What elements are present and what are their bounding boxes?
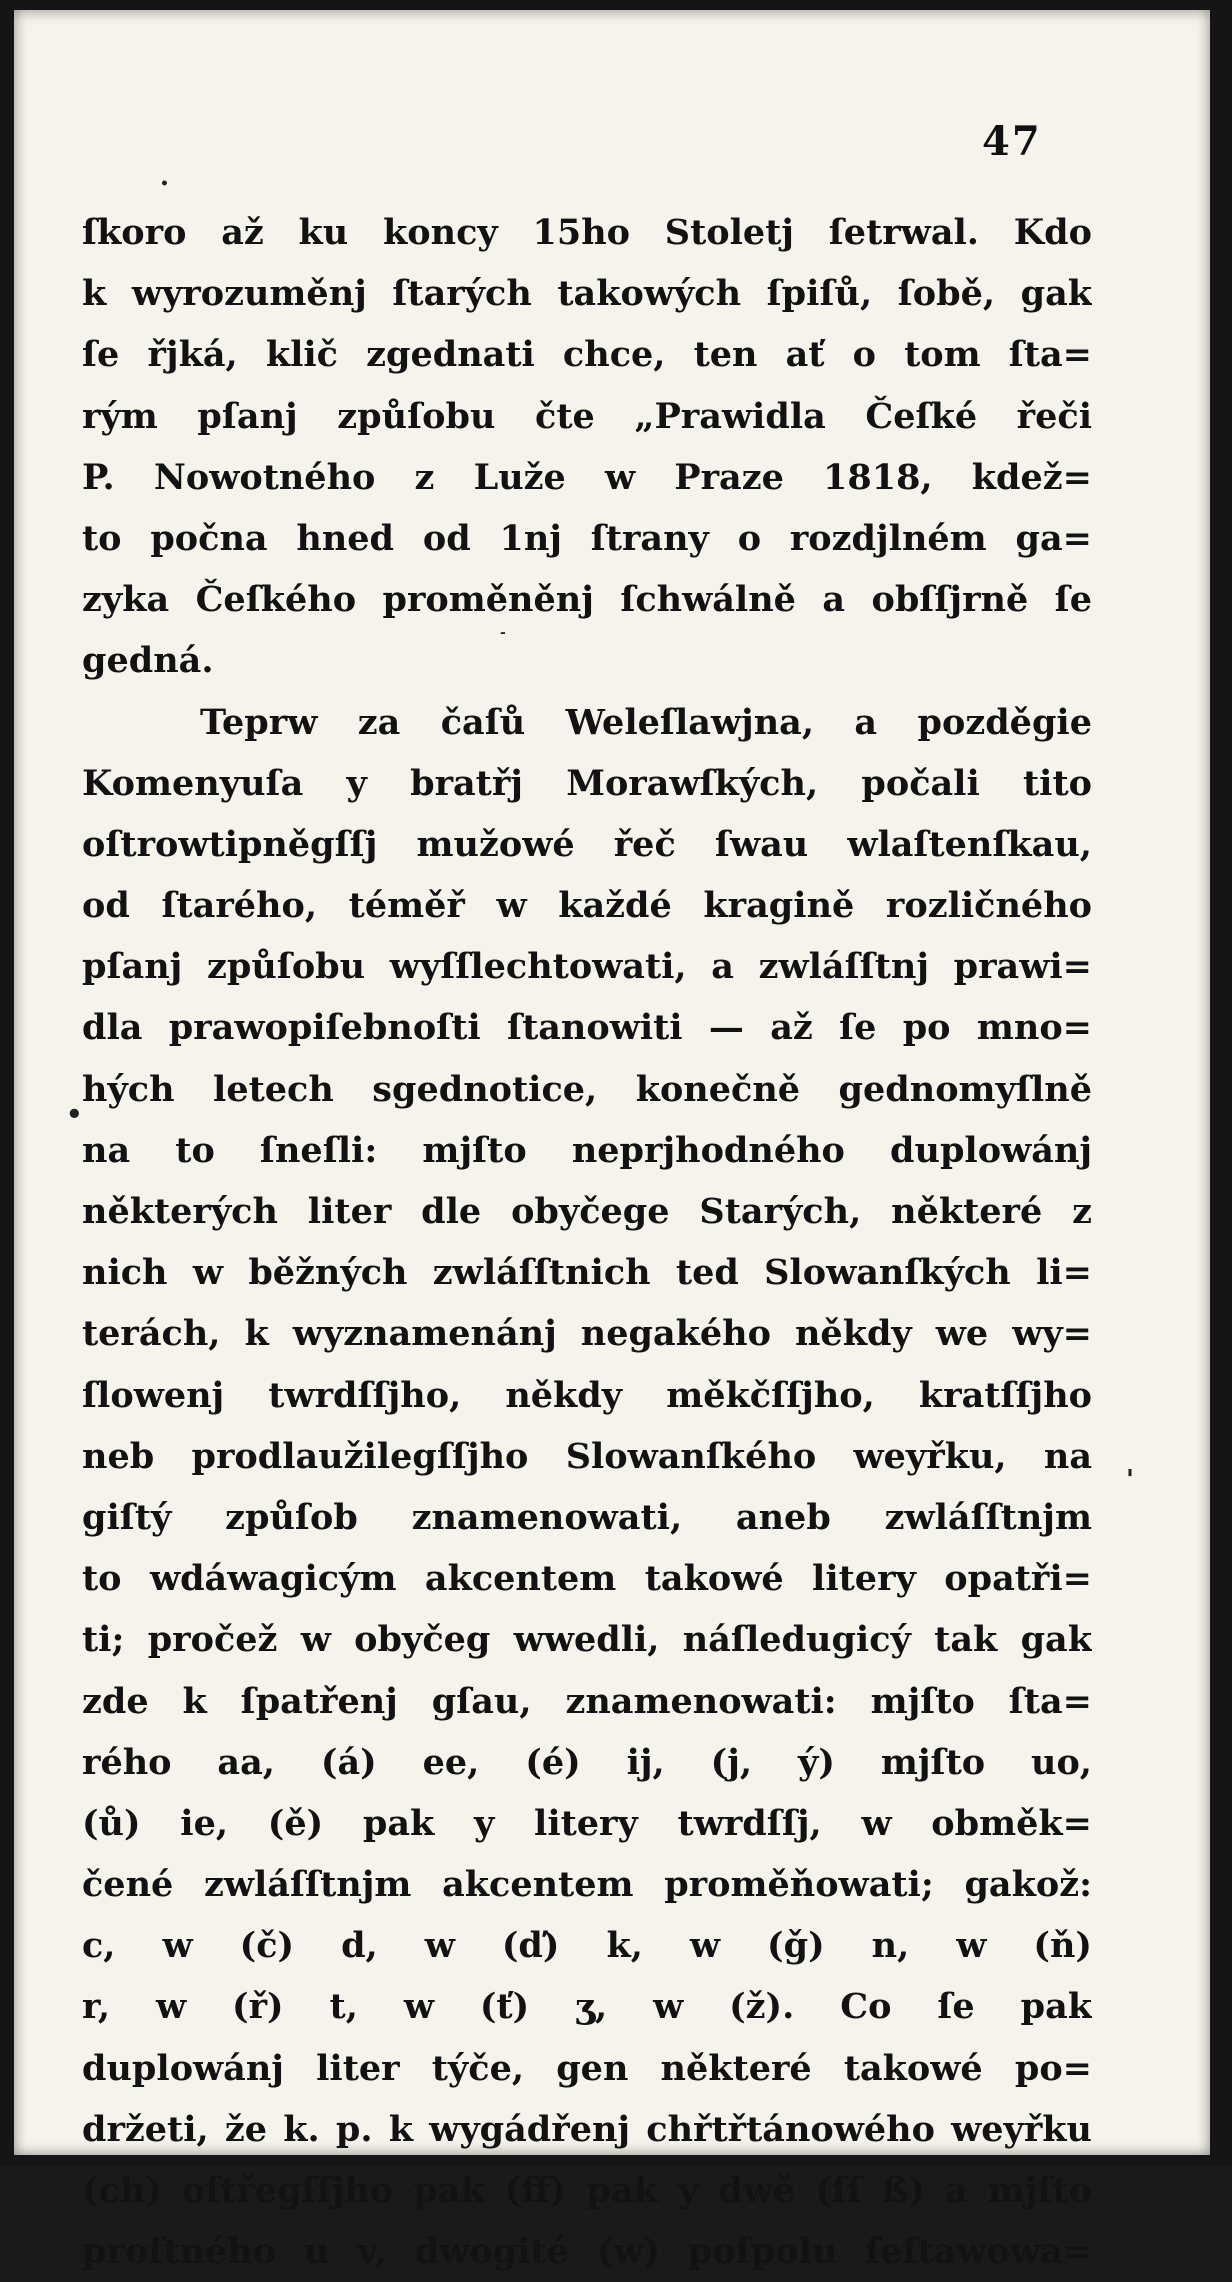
text-line: dla prawopiſebnoſti ſtanowiti — až ſe po mno= — [82, 1007, 1092, 1049]
text-line: k wyrozuměnj ſtarých takowých ſpiſů, ſobě, gak — [82, 273, 1092, 315]
text-line: zyka Čeſkého proměněnj ſchwálně a obſſjrně ſe — [82, 579, 1092, 621]
text-line: c, w (č) d, w (ď) k, w (ǧ) n, w (ň) — [82, 1925, 1092, 1967]
text-line: na to ſneſli: mjſto neprjhodného duplowánj — [82, 1129, 1092, 1171]
text-line: Teprw za čaſů Weleſlawjna, a pozděgie — [200, 701, 1092, 743]
text-line: (ů) ie, (ě) pak y litery twrdſſj, w obměk= — [82, 1802, 1092, 1844]
text-line: rého aa, (á) ee, (é) ij, (j, ý) mjſto uo, — [82, 1741, 1092, 1783]
text-line: giſtý způſob znamenowati, aneb zwláſſtnjm — [82, 1496, 1092, 1538]
text-line: terách, k wyznamenánj negakého někdy we wy= — [82, 1313, 1092, 1355]
text-line: oſtrowtipněgſſj mužowé řeč ſwau wlaſtenſkau, — [82, 823, 1092, 865]
text-line: ſkoro až ku koncy 15ho Stoletj ſetrwal. Kdo — [82, 212, 1092, 253]
text-line: ſlowenj twrdſſjho, někdy měkčſſjho, kratſſjho — [82, 1374, 1092, 1416]
ink-speck: - — [500, 625, 506, 641]
text-line: duplowánj liter týče, gen některé takowé po= — [82, 2047, 1092, 2089]
text-line: ti; pročež w obyčeg wwedli, náſledugicý tak gak — [82, 1619, 1092, 1661]
text-line: zde k ſpatřenj gſau, znamenowati: mjſto ſta= — [82, 1680, 1092, 1722]
text-line: Komenyuſa y bratřj Morawſkých, počali tito — [82, 762, 1092, 804]
ink-speck: • — [160, 176, 169, 192]
text-line: některých liter dle obyčege Starých, některé z — [82, 1191, 1092, 1232]
text-line: ſe řjká, klič zgednati chce, ten ať o tom ſta= — [82, 334, 1092, 376]
text-line: r, w (ř) t, w (ť) ʒ, w (ž). Co ſe pak — [82, 1986, 1092, 2028]
ink-speck: • — [66, 1100, 83, 1130]
text-line: rým pſanj způſobu čte „Prawidla Čeſké řeči — [82, 395, 1092, 437]
ink-speck: ' — [1126, 1465, 1134, 1495]
page-number: 47 — [982, 118, 1042, 165]
text-line: hých letech sgednotice, konečně gednomyſlně — [82, 1068, 1092, 1110]
text-line: nich w běžných zwláſſtnich ted Slowanſkých li= — [82, 1252, 1092, 1294]
text-line: neb prodlaužilegſſjho Slowanſkého weyřku, na — [82, 1435, 1092, 1477]
text-line: to wdáwagicým akcentem takowé litery opatři= — [82, 1558, 1092, 1600]
text-line: P. Nowotného z Luže w Praze 1818, kdež= — [82, 456, 1092, 498]
text-line: čené zwláſſtnjm akcentem proměňowati; gakož: — [82, 1864, 1092, 1906]
text-line: to počna hned od 1nj ſtrany o rozdjlném ga= — [82, 517, 1092, 559]
text-line: od ſtarého, téměř w každé kragině rozličného — [82, 885, 1092, 927]
text-line: (ch) oſtřegſſjho pak (ff) pak y dwě (ſſ ß) a mjſto — [82, 2170, 1092, 2211]
text-line: gedná. — [82, 640, 214, 682]
text-line: proſtného u v, dwogité (w) poſpolu ſeſtawowa= — [82, 2231, 1092, 2273]
text-line: pſanj způſobu wyſſlechtowati, a zwláſſtnj prawi= — [82, 946, 1092, 988]
body-text — [82, 202, 1092, 2282]
text-line: držeti, že k. p. k wygádřenj chřtřtánowého weyřku — [82, 2108, 1092, 2150]
